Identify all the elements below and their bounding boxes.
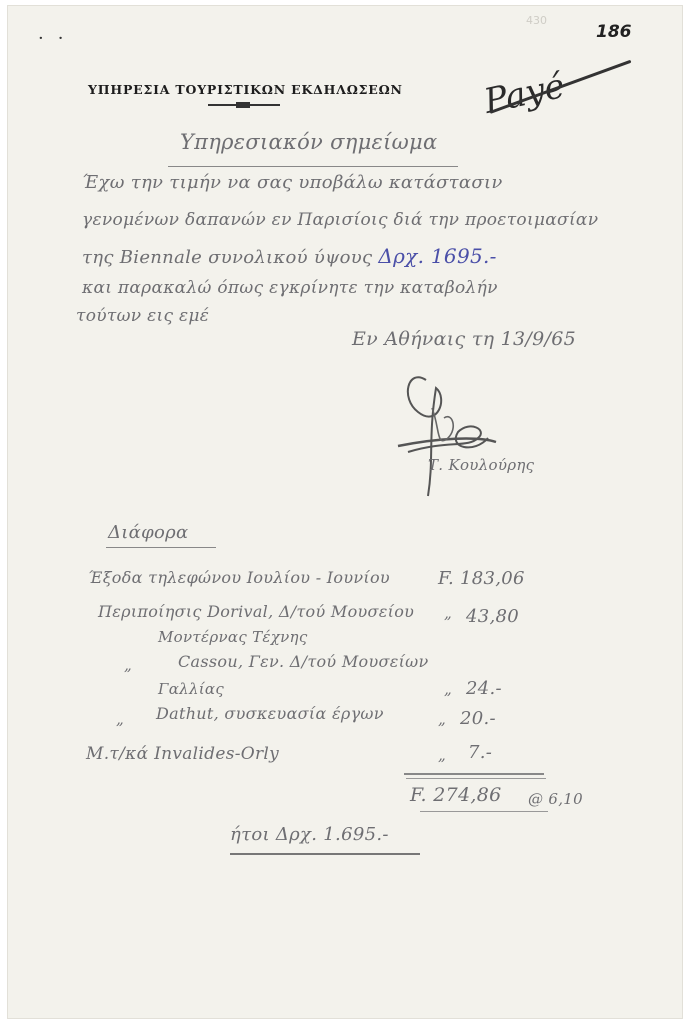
section-title: Διάφορα [108,522,189,543]
ditto-mark: „ [438,710,447,728]
signature-icon [378,368,538,498]
expense-label: Dathut, συσκευασία έργων [156,704,384,723]
expense-label-continued: Μοντέρνας Τέχνης [158,628,308,646]
total-rule [404,773,544,775]
ditto-mark: „ [444,680,453,698]
letterhead: ΥΠΗΡΕΣΙΑ ΤΟΥΡΙΣΤΙΚΩΝ ΕΚΔΗΛΩΣΕΩΝ [88,82,403,97]
ditto-mark: „ [116,710,125,728]
expense-amount: 7.- [468,742,493,763]
expense-label: Μ.τ/κά Invalides-Orly [86,744,280,764]
expense-label: Έξοδα τηλεφώνου Ιουλίου - Ιουνίου [88,568,390,587]
body-line-3 [82,244,497,268]
expense-label: Περιποίησις Dorival, Δ/τού Μουσείου [98,602,415,621]
section-title-underline [106,547,216,548]
faint-folio-number: 430 [526,14,547,27]
expense-amount: 20.- [460,708,496,729]
expense-label: Cassou, Γεν. Δ/τού Μουσείων [178,652,429,671]
ditto-mark: „ [444,604,453,622]
body-line-5: τούτων εις εμέ [76,306,210,326]
memo-title-underline [168,166,458,167]
memo-title: Υπηρεσιακόν σημείωμα [180,130,438,154]
expense-amount: 43,80 [466,606,520,627]
expense-amount: F. 183,06 [438,568,525,589]
letterhead-rule [208,104,280,106]
body-line-3-text: της Biennale συνολικού ύψους [82,247,373,268]
total-rule-second [406,778,546,779]
ditto-mark: „ [124,656,133,674]
page-number: 186 [596,22,632,42]
punch-dots: ·· [38,28,78,49]
total-amount: F. 274,86 [410,784,502,806]
final-total-underline [230,853,420,855]
date-line: Εν Αθήναις τη 13/9/65 [352,328,576,350]
total-underline [420,811,548,812]
expense-label-continued: Γαλλίας [158,680,225,698]
ditto-mark: „ [438,746,447,764]
document-page [8,6,682,1018]
body-line-4: και παρακαλώ όπως εγκρίνητε την καταβολήν [82,278,498,298]
final-total: ήτοι Δρχ. 1.695.- [230,824,389,845]
signature-name: Τ. Κουλούρης [428,456,535,474]
body-line-2: γενομένων δαπανών εν Παρισίοις διά την προετοιμασίαν [82,210,599,230]
paid-mark: Payé [480,66,569,122]
expense-amount: 24.- [466,678,502,699]
exchange-rate: @ 6,10 [528,790,583,808]
body-amount: Δρχ. 1695.- [378,244,497,268]
body-line-1: Έχω την τιμήν να σας υποβάλω κατάστασιν [82,172,503,193]
